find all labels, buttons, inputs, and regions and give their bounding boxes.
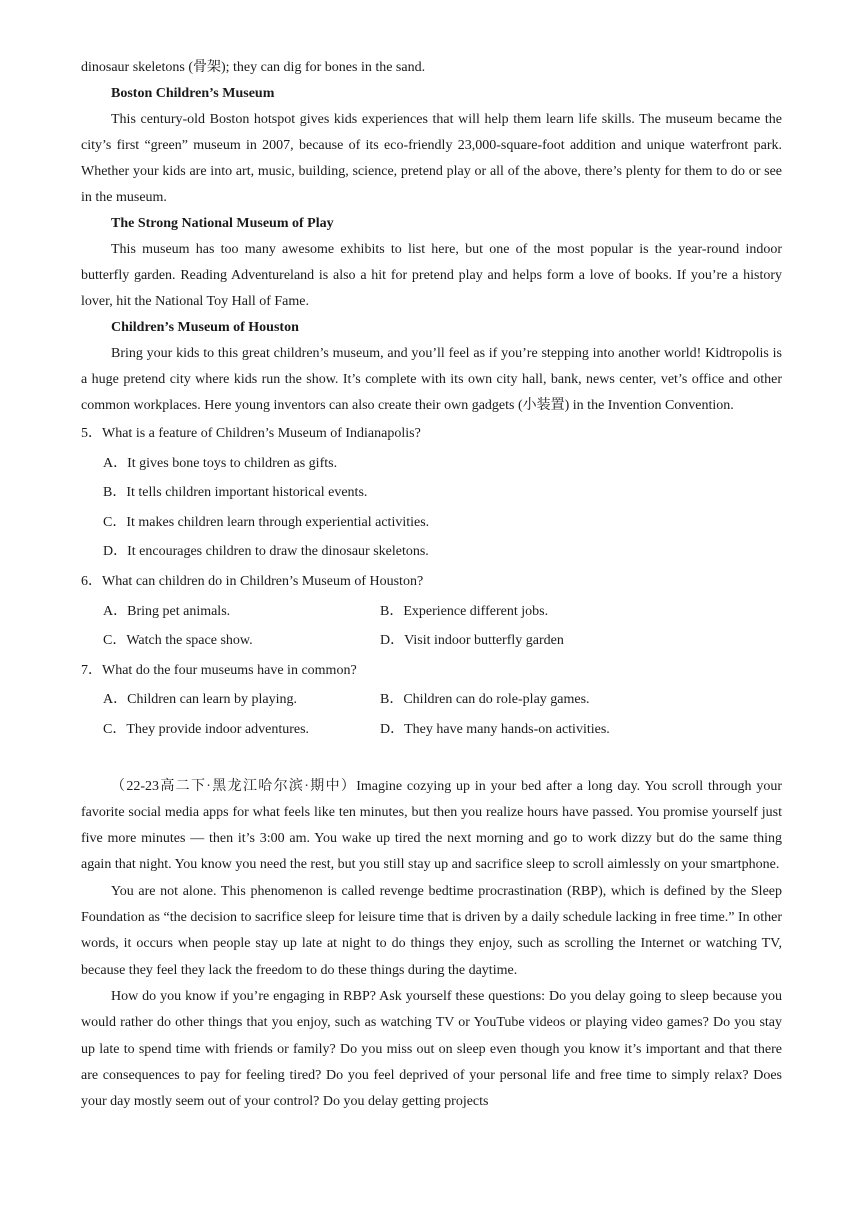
section-heading-strong: The Strong National Museum of Play (111, 216, 334, 231)
passage2-paragraph-3: How do you know if you’re engaging in RBP? Ask yourself these questions: Do you delay going to sleep because you would rather do other things that you enjoy, such as watching TV or YouTube videos or playing video games? Do you stay up late to spend time with friends or family? Do you miss out on sleep even though you know it’s important and that there are consequences to pay for feeling tired? Do you feel deprived of your personal life and free time to simply relax? Does your day mostly seem out of your control? Do you delay getting projects (81, 988, 782, 1110)
document-page (81, 55, 782, 1115)
question-stem: 6．What can children do in Children’s Museum of Houston? (81, 573, 424, 589)
option-c: C．It makes children learn through experiential activities. (103, 514, 430, 530)
option-c: C．Watch the space show. (103, 633, 253, 649)
passage2-paragraph-2: You are not alone. This phenomenon is called revenge bedtime procrastination (RBP), which is defined by the Sleep Foundation as “the decision to sacrifice sleep for leisure time that is driven by a daily schedule lacking in free time.” In other words, it occurs when people stay up late at night to do things they enjoy, such as scrolling the Internet or watching TV, because they feel they lack the freedom to do these things during the daytime. (81, 883, 782, 978)
passage2-paragraph-1 (81, 774, 782, 879)
section-body-houston: Bring your kids to this great children’s museum, and you’ll feel as if you’re stepping into another world! Kidtropolis is a huge pretend city where kids run the show. It’s complete with its own city hall, bank, news center, vet’s office and other common workplaces. Here young inventors can also create their own gadgets (小装置) in the Invention Convention. (81, 346, 782, 413)
passage1-intro-tail: dinosaur skeletons (骨架); they can dig for bones in the sand. (81, 60, 426, 75)
option-a: A．Bring pet animals. (103, 603, 231, 619)
option-d: D．It encourages children to draw the dinosaur skeletons. (103, 544, 429, 560)
option-b: B．It tells children important historical events. (103, 485, 368, 501)
section-heading-boston: Boston Children’s Museum (111, 86, 275, 101)
section-heading-houston: Children’s Museum of Houston (111, 320, 299, 335)
question-6 (81, 567, 782, 656)
option-a: A．Children can learn by playing. (103, 692, 298, 708)
option-c: C．They provide indoor adventures. (103, 721, 310, 737)
passage2-source: （22-23高二下·黑龙江哈尔滨·期中） (111, 778, 357, 794)
question-stem: 5．What is a feature of Children’s Museum of Indianapolis? (81, 426, 421, 441)
question-stem: 7．What do the four museums have in common? (81, 662, 357, 678)
passage2-paragraph-1-text: Imagine cozying up in your bed after a long day. You scroll through your favorite social media apps for what feels like ten minutes, but then you realize hours have passed. You promise yourself just five more minutes — then it’s 3:00 am. You wake up tired the next morning and go to work dizzy but do the same thing again that night. You know you need the rest, but you still stay up and sacrifice sleep to scroll aimlessly on your smartphone. (81, 778, 782, 873)
option-a: A．It gives bone toys to children as gifts. (103, 455, 338, 471)
question-5 (81, 419, 782, 567)
option-d: D．They have many hands-on activities. (380, 721, 610, 737)
option-d: D．Visit indoor butterfly garden (380, 633, 564, 649)
question-7 (81, 656, 782, 745)
option-b: B．Children can do role-play games. (380, 692, 590, 708)
section-body-strong: This museum has too many awesome exhibits to list here, but one of the most popular is the year-round indoor butterfly garden. Reading Adventureland is also a hit for pretend play and helps form a love of books. If you’re a history lover, hit the National Toy Hall of Fame. (81, 242, 782, 309)
option-b: B．Experience different jobs. (380, 603, 549, 619)
section-body-boston: This century-old Boston hotspot gives kids experiences that will help them learn life skills. The museum became the city’s first “green” museum in 2007, because of its eco-friendly 23,000-square-foot addition and unique waterfront park. Whether your kids are into art, music, building, science, pretend play or all of the above, there’s plenty for them to do or see in the museum. (81, 112, 782, 205)
